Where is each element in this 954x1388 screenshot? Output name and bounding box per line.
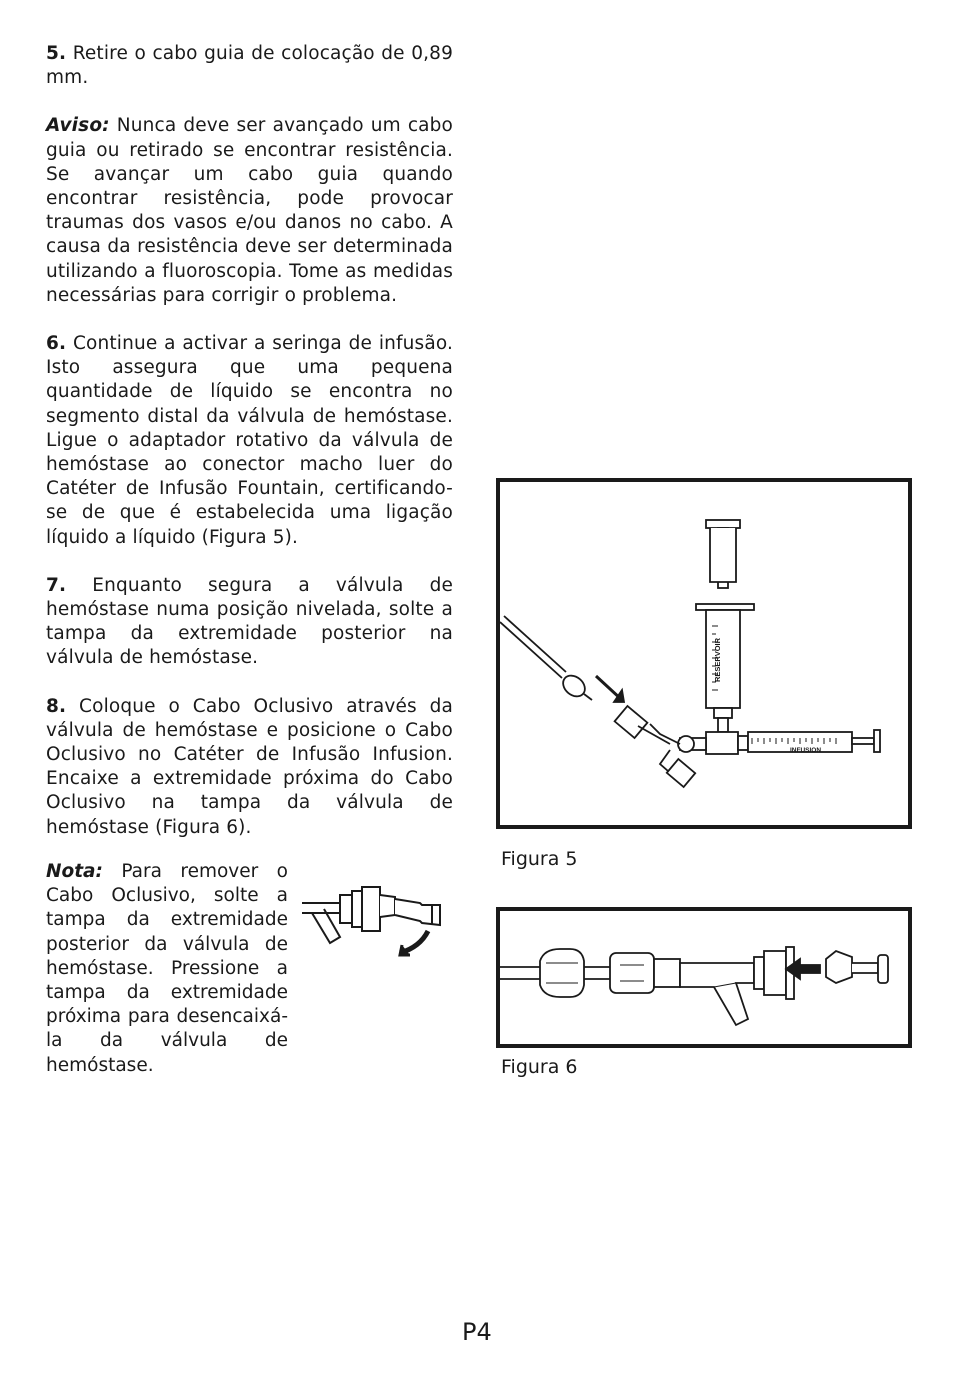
figure-5-caption: Figura 5 [501,848,578,870]
step-6 [46,332,453,550]
step-6-number: 6. [46,333,67,355]
figure-6-caption: Figura 6 [501,1056,578,1078]
step-5-text: Retire o cabo guia de colocação de 0,89 mm. [46,43,454,89]
main-text-column [46,42,453,864]
figure-5-illustration [500,482,908,825]
step-8-text: Coloque o Cabo Oclusivo através da válvula de hemóstase e posicione o Cabo Oclusivo no Catéter de Infusão Infusion. Encaixe a extremidade próxima do Cabo Oclusivo na tampa da válvula de hemóstase (Figura 6). [46,695,453,838]
aviso-text: Nunca deve ser avançado um cabo guia ou retirado se encontrar resistência. Se avançar um cabo guia quando encontrar resistência, pode provocar traumas dos vasos e/ou danos no cabo. A causa da resistência deve ser determinada utilizando a fluoroscopia. Tome as medidas necessárias para corrigir o problema. [46,115,453,306]
figure-5 [496,478,912,829]
figure-6 [496,907,912,1048]
step-8-number: 8. [46,695,67,717]
nota-label: Nota: [46,861,103,882]
aviso-paragraph [46,114,453,308]
aviso-label: Aviso: [46,115,110,137]
step-5-number: 5. [46,43,67,64]
step-6-text: Continue a activar a seringa de infusão. Isto assegura que uma pequena quantidade de líquido se encontra no segmento distal da válvula de hemóstase. Ligue o adaptador rotativo da válvula de hemóstase ao conector macho luer do Catéter de Infusão Fountain, certificando-se de que é estabelecida uma ligação líquido a líquido (Figura 5). [46,333,454,548]
step-5 [46,42,453,90]
nota-illustration [300,875,450,960]
page-number: P4 [462,1318,492,1346]
step-7 [46,574,453,671]
step-7-text: Enquanto segura a válvula de hemóstase numa posição nivelada, solte a tampa da extremidade posterior na válvula de hemóstase. [46,574,453,669]
nota-text: Para remover o Cabo Oclusivo, solte a tampa da extremidade posterior da válvula de hemóstase. Pressione a tampa da extremidade próxima para desencaixá-la da válvula de hemóstase. [46,861,288,1076]
step-7-number: 7. [46,574,67,596]
infusion-label: INFUSION [790,747,822,754]
reservoir-label: RESERVOIR [713,637,722,682]
figure-6-illustration [500,911,908,1044]
step-8 [46,695,453,840]
nota-paragraph [46,860,288,1078]
